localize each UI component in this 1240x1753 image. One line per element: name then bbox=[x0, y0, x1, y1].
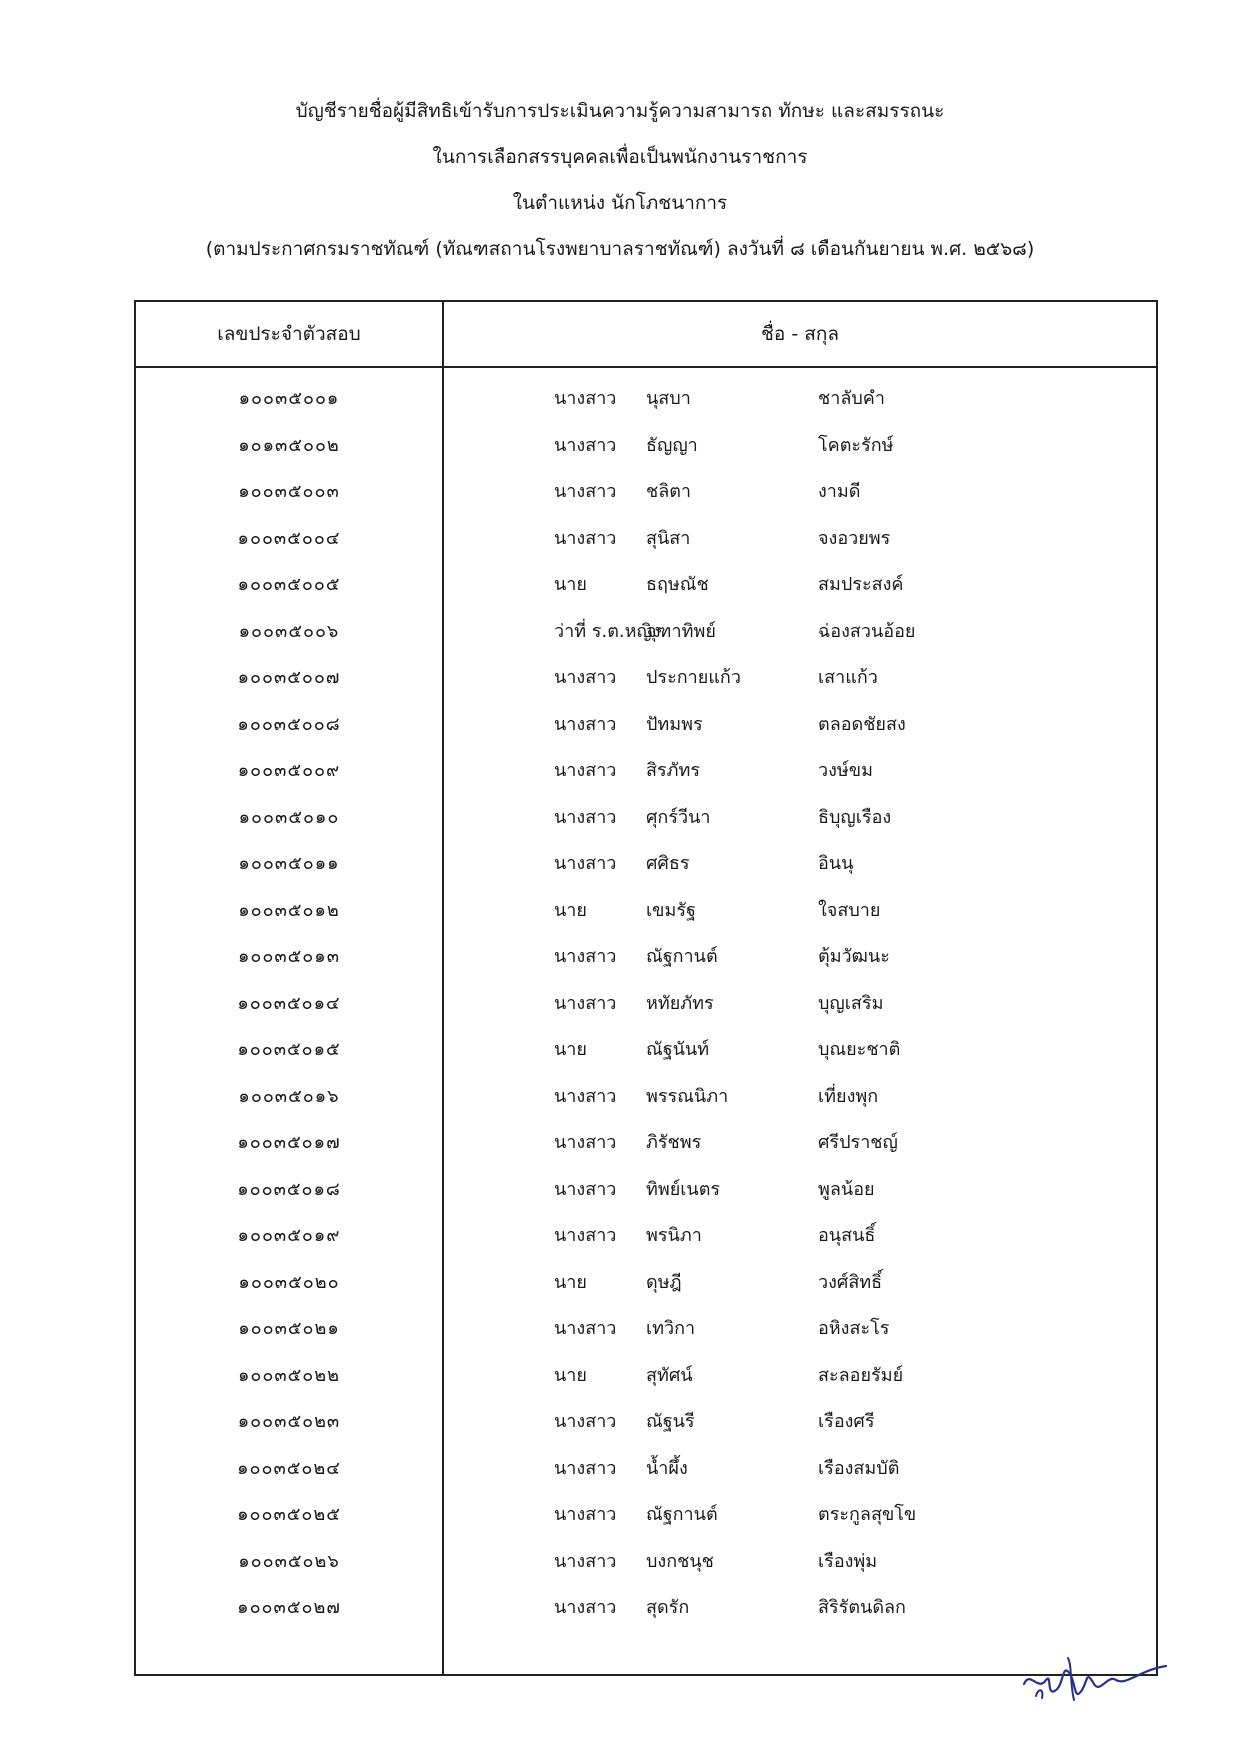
first-name-cell: ณัฐนรี bbox=[646, 1411, 695, 1432]
exam-id-cell: ๑๐๐๓๕๐๐๘ bbox=[237, 713, 341, 735]
table-row bbox=[136, 841, 1156, 888]
table-row bbox=[136, 981, 1156, 1028]
last-name-cell: วงศ์สิทธิ์ bbox=[818, 1271, 883, 1293]
last-name-cell: ใจสบาย bbox=[818, 899, 881, 921]
name-title-cell: นางสาว bbox=[554, 946, 617, 967]
name-title-cell: นางสาว bbox=[554, 1597, 617, 1618]
first-name-cell: ทิพย์เนตร bbox=[646, 1178, 721, 1200]
last-name-cell: สิริรัตนดิลก bbox=[818, 1597, 906, 1618]
table-row bbox=[136, 516, 1156, 563]
last-name-cell: โคตะรักษ์ bbox=[818, 434, 894, 456]
table-row bbox=[136, 1027, 1156, 1074]
table-body bbox=[136, 376, 1156, 1632]
table-row bbox=[136, 1399, 1156, 1446]
exam-id-cell: ๑๐๐๓๕๐๒๕ bbox=[237, 1504, 341, 1525]
exam-id-cell: ๑๐๐๓๕๐๐๓ bbox=[238, 481, 340, 502]
exam-id-cell: ๑๐๐๓๕๐๐๑ bbox=[238, 388, 340, 409]
last-name-cell: บุณยะชาติ bbox=[818, 1039, 901, 1060]
table-row bbox=[136, 1353, 1156, 1400]
name-title-cell: นางสาว bbox=[554, 806, 617, 828]
table-row bbox=[136, 1492, 1156, 1539]
document-subtitle: ในการเลือกสรรบุคคลเพื่อเป็นพนักงานราชการ bbox=[432, 146, 808, 168]
column-header-full-name: ชื่อ - สกุล bbox=[761, 323, 839, 345]
name-title-cell: นางสาว bbox=[554, 853, 617, 874]
first-name-cell: ประกายแก้ว bbox=[646, 667, 741, 688]
exam-id-cell: ๑๐๐๓๕๐๒๗ bbox=[237, 1597, 341, 1618]
name-title-cell: นางสาว bbox=[554, 527, 617, 549]
name-title-cell: นางสาว bbox=[554, 760, 617, 781]
table-row bbox=[136, 1306, 1156, 1353]
first-name-cell: ธัญญา bbox=[646, 434, 698, 456]
name-title-cell: ว่าที่ ร.ต.หญิง bbox=[554, 620, 661, 642]
first-name-cell: พรรณนิภา bbox=[646, 1085, 729, 1107]
last-name-cell: ศรีปราชญ์ bbox=[818, 1132, 898, 1153]
name-title-cell: นางสาว bbox=[554, 1318, 617, 1339]
last-name-cell: ฉ่องสวนอ้อย bbox=[818, 620, 916, 642]
last-name-cell: วงษ์ขม bbox=[818, 760, 873, 781]
document-title: บัญชีรายชื่อผู้มีสิทธิเข้ารับการประเมินความรู้ความสามารถ ทักษะ และสมรรถนะ bbox=[295, 100, 945, 122]
name-title-cell: นางสาว bbox=[554, 434, 617, 456]
table-row bbox=[136, 376, 1156, 423]
last-name-cell: อนุสนธิ์ bbox=[818, 1225, 876, 1246]
last-name-cell: เรืองสมบัติ bbox=[818, 1457, 900, 1479]
first-name-cell: ดุษฎี bbox=[646, 1271, 682, 1293]
last-name-cell: สะลอยรัมย์ bbox=[818, 1364, 904, 1386]
exam-id-cell: ๑๐๐๓๕๐๒๐ bbox=[238, 1271, 340, 1293]
table-row bbox=[136, 562, 1156, 609]
last-name-cell: ชาลับคำ bbox=[818, 388, 885, 409]
last-name-cell: งามดี bbox=[818, 481, 861, 502]
last-name-cell: ตลอดชัยสง bbox=[818, 713, 906, 735]
name-title-cell: นางสาว bbox=[554, 1085, 617, 1107]
column-header-exam-id: เลขประจำตัวสอบ bbox=[217, 323, 361, 345]
first-name-cell: สุนิสา bbox=[646, 527, 691, 549]
first-name-cell: น้ำผึ้ง bbox=[646, 1457, 688, 1479]
first-name-cell: เทวิกา bbox=[646, 1318, 696, 1339]
first-name-cell: ปัทมพร bbox=[646, 713, 703, 735]
last-name-cell: ธิบุญเรือง bbox=[818, 806, 892, 828]
table-row bbox=[136, 423, 1156, 470]
exam-id-cell: ๑๐๐๓๕๐๑๐ bbox=[238, 806, 340, 828]
first-name-cell: ธฤษณัช bbox=[646, 574, 709, 595]
exam-id-cell: ๑๐๐๓๕๐๒๒ bbox=[237, 1364, 341, 1386]
exam-id-cell: ๑๐๐๓๕๐๑๕ bbox=[237, 1039, 341, 1060]
exam-id-cell: ๑๐๐๓๕๐๑๗ bbox=[237, 1132, 341, 1153]
name-title-cell: นางสาว bbox=[554, 1178, 617, 1200]
first-name-cell: สุดรัก bbox=[646, 1597, 690, 1618]
exam-id-cell: ๑๐๐๓๕๐๑๓ bbox=[237, 946, 341, 967]
table-row bbox=[136, 655, 1156, 702]
name-title-cell: นางสาว bbox=[554, 481, 617, 502]
first-name-cell: ศุกร์วีนา bbox=[646, 806, 711, 828]
table-row bbox=[136, 1167, 1156, 1214]
last-name-cell: ตุ้มวัฒนะ bbox=[818, 946, 890, 967]
exam-id-cell: ๑๐๐๓๕๐๑๔ bbox=[237, 992, 341, 1014]
table-row bbox=[136, 1260, 1156, 1307]
name-title-cell: นาย bbox=[554, 1271, 587, 1293]
table-row bbox=[136, 1446, 1156, 1493]
exam-id-cell: ๑๐๐๓๕๐๑๙ bbox=[237, 1225, 341, 1246]
exam-id-cell: ๑๐๐๓๕๐๐๕ bbox=[237, 574, 341, 595]
exam-id-cell: ๑๐๐๓๕๐๒๓ bbox=[237, 1411, 341, 1432]
last-name-cell: อหิงสะโร bbox=[818, 1318, 890, 1339]
table-row bbox=[136, 609, 1156, 656]
first-name-cell: หทัยภัทร bbox=[646, 992, 714, 1014]
last-name-cell: เรืองศรี bbox=[818, 1411, 875, 1432]
name-title-cell: นางสาว bbox=[554, 992, 617, 1014]
first-name-cell: พรนิภา bbox=[646, 1225, 702, 1246]
name-title-cell: นางสาว bbox=[554, 713, 617, 735]
last-name-cell: สมประสงค์ bbox=[818, 574, 904, 595]
exam-id-cell: ๑๐๐๓๕๐๒๖ bbox=[238, 1550, 340, 1572]
table-row bbox=[136, 1120, 1156, 1167]
name-title-cell: นาย bbox=[554, 1364, 587, 1386]
table-row bbox=[136, 748, 1156, 795]
table-row bbox=[136, 1074, 1156, 1121]
table-header bbox=[136, 302, 1156, 368]
exam-id-cell: ๑๐๐๓๕๐๑๖ bbox=[238, 1085, 340, 1107]
last-name-cell: เที่ยงพุก bbox=[818, 1085, 879, 1107]
exam-id-cell: ๑๐๐๓๕๐๒๑ bbox=[238, 1318, 340, 1339]
first-name-cell: สิรภัทร bbox=[646, 760, 701, 781]
last-name-cell: จงอวยพร bbox=[818, 527, 891, 549]
name-title-cell: นางสาว bbox=[554, 1225, 617, 1246]
first-name-cell: บงกชนุช bbox=[646, 1550, 714, 1572]
announcement-reference: (ตามประกาศกรมราชทัณฑ์ (ทัณฑสถานโรงพยาบาลราชทัณฑ์) ลงวันที่ ๘ เดือนกันยายน พ.ศ. ๒๕๖๘) bbox=[205, 238, 1035, 260]
first-name-cell: ณัฐนันท์ bbox=[646, 1039, 710, 1060]
document-header bbox=[0, 88, 1240, 272]
exam-id-cell: ๑๐๑๓๕๐๐๒ bbox=[238, 434, 340, 456]
position-title: ในตำแหน่ง นักโภชนาการ bbox=[512, 192, 728, 214]
name-title-cell: นาย bbox=[554, 1039, 587, 1060]
name-title-cell: นาย bbox=[554, 574, 587, 595]
table-row bbox=[136, 934, 1156, 981]
exam-id-cell: ๑๐๐๓๕๐๑๒ bbox=[238, 899, 340, 921]
table-row bbox=[136, 702, 1156, 749]
exam-id-cell: ๑๐๐๓๕๐๐๙ bbox=[237, 760, 341, 781]
last-name-cell: เรืองพุ่ม bbox=[818, 1550, 878, 1572]
candidate-table bbox=[134, 300, 1158, 1676]
last-name-cell: ตระกูลสุขโข bbox=[818, 1504, 917, 1525]
first-name-cell: เขมรัฐ bbox=[646, 899, 696, 921]
first-name-cell: ภิรัชพร bbox=[646, 1132, 702, 1153]
table-row bbox=[136, 1585, 1156, 1632]
name-title-cell: นางสาว bbox=[554, 667, 617, 688]
table-row bbox=[136, 795, 1156, 842]
name-title-cell: นาย bbox=[554, 899, 587, 921]
name-title-cell: นางสาว bbox=[554, 388, 617, 409]
name-title-cell: นางสาว bbox=[554, 1550, 617, 1572]
first-name-cell: จุฑาทิพย์ bbox=[646, 620, 716, 642]
exam-id-cell: ๑๐๐๓๕๐๐๗ bbox=[237, 667, 341, 688]
name-title-cell: นางสาว bbox=[554, 1504, 617, 1525]
table-row bbox=[136, 1213, 1156, 1260]
name-title-cell: นางสาว bbox=[554, 1132, 617, 1153]
first-name-cell: นุสบา bbox=[646, 388, 691, 409]
table-row bbox=[136, 1539, 1156, 1586]
name-title-cell: นางสาว bbox=[554, 1411, 617, 1432]
table-row bbox=[136, 469, 1156, 516]
exam-id-cell: ๑๐๐๓๕๐๑๑ bbox=[238, 853, 340, 874]
exam-id-cell: ๑๐๐๓๕๐๑๘ bbox=[237, 1178, 341, 1200]
first-name-cell: ศศิธร bbox=[646, 853, 690, 874]
name-title-cell: นางสาว bbox=[554, 1457, 617, 1479]
last-name-cell: อินนุ bbox=[818, 853, 854, 874]
last-name-cell: พูลน้อย bbox=[818, 1178, 875, 1200]
first-name-cell: ชลิตา bbox=[646, 481, 692, 502]
exam-id-cell: ๑๐๐๓๕๐๒๔ bbox=[237, 1457, 341, 1479]
handwritten-signature bbox=[1016, 1640, 1176, 1710]
first-name-cell: ณัฐกานต์ bbox=[646, 1504, 718, 1525]
first-name-cell: สุทัศน์ bbox=[646, 1364, 693, 1386]
exam-id-cell: ๑๐๐๓๕๐๐๔ bbox=[237, 527, 341, 549]
exam-id-cell: ๑๐๐๓๕๐๐๖ bbox=[238, 620, 340, 642]
table-row bbox=[136, 888, 1156, 935]
first-name-cell: ณัฐกานต์ bbox=[646, 946, 718, 967]
last-name-cell: เสาแก้ว bbox=[818, 667, 878, 688]
last-name-cell: บุญเสริม bbox=[818, 992, 884, 1014]
